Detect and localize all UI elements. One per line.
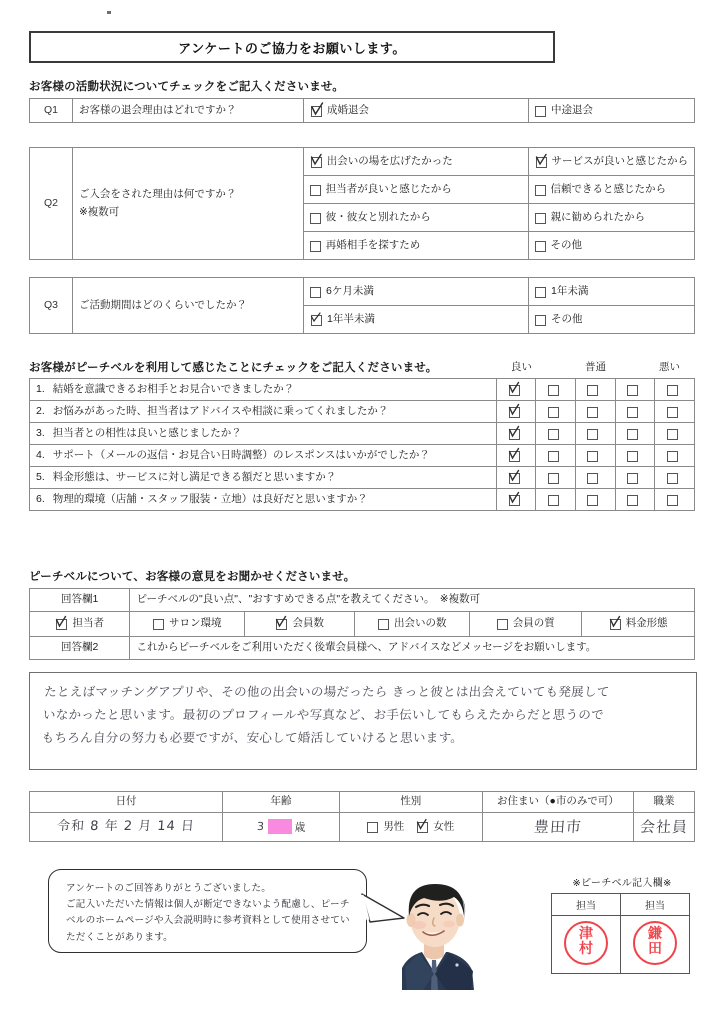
checkbox-icon[interactable] [367, 822, 378, 833]
q2-note: ※複数可 [78, 206, 120, 218]
rating-item-1-label: お悩みがあった時、担当者はアドバイスや相談に乗ってくれましたか？ [52, 404, 389, 417]
rating-item-5-col-4[interactable] [615, 489, 655, 511]
value-residence[interactable] [482, 813, 633, 842]
answer1-option-2-label: 会員数 [292, 617, 324, 630]
rating-item-1-col-1[interactable] [496, 401, 536, 423]
gender-option-male[interactable] [367, 821, 404, 833]
q2-option-0-0[interactable] [303, 148, 528, 176]
q3-option-1-1[interactable] [529, 306, 695, 334]
answer1-options-row [30, 612, 695, 637]
rating-item-4-col-5[interactable] [655, 467, 695, 489]
q3-table [29, 277, 695, 334]
checkbox-checked-icon[interactable] [535, 156, 548, 167]
rating-item-2-text [30, 423, 497, 445]
rating-item-3-col-1[interactable] [496, 445, 536, 467]
thanks-line-0: アンケートのご回答ありがとうございました。 [66, 883, 272, 894]
scale-label-good: 良い [511, 361, 532, 373]
scale-label-normal: 普通 [585, 361, 606, 373]
answer1-option-5[interactable] [582, 612, 695, 637]
thanks-line-3: ただくことがあります。 [66, 931, 173, 943]
answer1-option-3[interactable] [355, 612, 470, 637]
residence-handwritten: 豊田市 [533, 817, 583, 836]
rating-item-5-col-5[interactable] [655, 489, 695, 511]
q2-option-1-0[interactable] [303, 176, 528, 204]
checkbox-icon[interactable] [587, 451, 598, 462]
checkbox-icon[interactable] [548, 495, 559, 506]
checkbox-checked-icon[interactable] [508, 494, 521, 505]
answer1-option-0-label: 担当者 [72, 617, 104, 630]
q3-question: ご活動期間はどのくらいでしたか？ [73, 278, 304, 334]
rating-item-4-label: 料金形態は、サービスに対し満足できる額だと思いますか？ [52, 470, 337, 483]
table-row [30, 637, 695, 660]
scale-label-bad: 悪い [659, 361, 680, 373]
checkbox-checked-icon[interactable] [416, 821, 429, 832]
q1-option-0[interactable] [304, 99, 529, 123]
q3-option-0-0-label: 6ケ月未満 [326, 284, 374, 297]
checkbox-icon[interactable] [548, 451, 559, 462]
checkbox-checked-icon[interactable] [310, 314, 323, 325]
answer1-option-1[interactable] [130, 612, 245, 637]
answer1-option-0[interactable] [30, 612, 130, 637]
checkbox-icon[interactable] [587, 495, 598, 506]
seal-char-bottom-1: 田 [648, 941, 662, 957]
rating-item-0-col-1[interactable] [496, 379, 536, 401]
q3-id: Q3 [30, 278, 73, 334]
checkbox-icon[interactable] [667, 451, 678, 462]
q1-option-1-label: 中途退会 [551, 103, 593, 116]
checkbox-icon[interactable] [497, 619, 508, 630]
answer1-option-4-label: 会員の質 [512, 617, 555, 630]
rating-item-0-text [30, 379, 497, 401]
q2-question: ご入会をされた理由は何ですか？ [78, 187, 237, 200]
q2-option-3-0[interactable] [303, 232, 528, 260]
rating-item-1-number: 2. [36, 404, 45, 417]
section3-heading: ピーチベルについて、お客様の意見をお聞かせくださいませ。 [29, 571, 356, 583]
q3-option-0-1[interactable] [529, 278, 695, 306]
table-row [30, 379, 695, 401]
thanks-bubble [48, 869, 367, 953]
rating-item-2-number: 3. [36, 426, 45, 439]
value-occupation[interactable] [633, 813, 694, 842]
thanks-line-2: ベルのホームページや入会説明時に参考資料として使用させてい [66, 915, 350, 927]
handwriting-line-2: もちろん自分の努力も必要ですが、安心して婚活していけると思います。 [41, 730, 464, 745]
checkbox-checked-icon[interactable] [508, 384, 521, 395]
checkbox-icon[interactable] [535, 315, 546, 326]
q2-option-1-0-label: 担当者が良いと感じたから [325, 182, 452, 195]
rating-item-0-col-2[interactable] [536, 379, 576, 401]
staff-header-0: 担当 [552, 894, 621, 916]
answer1-option-1-label: サロン環境 [169, 617, 222, 630]
checkbox-checked-icon[interactable] [508, 450, 521, 461]
q2-id: Q2 [30, 148, 73, 260]
answer2-label: 回答欄2 [30, 637, 130, 660]
rating-item-4-col-4[interactable] [615, 467, 655, 489]
table-row [30, 423, 695, 445]
q2-option-2-1-label: 親に勧められたから [550, 210, 645, 223]
q2-option-2-0-label: 彼・彼女と別れたから [325, 210, 431, 223]
rating-item-4-col-2[interactable] [536, 467, 576, 489]
staff-stamp-table [551, 893, 690, 974]
q3-option-1-0-label: 1年半未満 [327, 312, 375, 325]
checkbox-icon[interactable] [667, 473, 678, 484]
rating-item-0-col-5[interactable] [655, 379, 695, 401]
q2-option-0-0-label: 出会いの場を広げたかった [326, 154, 453, 167]
q2-option-2-1[interactable] [528, 204, 695, 232]
q1-option-1[interactable] [529, 99, 695, 123]
rating-item-5-text [30, 489, 497, 511]
rating-item-3-col-2[interactable] [536, 445, 576, 467]
rating-item-2-label: 担当者との相性は良いと感じましたか？ [52, 426, 242, 439]
table-row [30, 467, 695, 489]
checkbox-icon[interactable] [627, 429, 638, 440]
answer-table [29, 588, 695, 660]
page-title [29, 31, 555, 63]
checkbox-checked-icon[interactable] [508, 472, 521, 483]
gender-option-female[interactable] [416, 821, 454, 833]
table-row [30, 813, 695, 842]
header-residence: お住まい（●市のみで可） [482, 792, 633, 813]
handwriting-line-0: たとえばマッチングアプリや、その他の出会いの場だったら きっと彼とは出会えていても発展して [43, 684, 610, 699]
seal-char-top-0: 津 [579, 926, 593, 942]
section1-heading: お客様の活動状況についてチェックをご記入くださいませ。 [29, 81, 344, 93]
q2-option-1-1-label: 信頼できると感じたから [550, 182, 666, 195]
q1-question: お客様の退会理由はどれですか？ [73, 99, 304, 123]
value-date[interactable] [30, 813, 223, 842]
answer2-handwritten-text [41, 680, 685, 749]
scan-speck [107, 11, 111, 14]
checkbox-icon[interactable] [548, 473, 559, 484]
rating-item-5-label: 物理的環境（店舗・スタッフ服装・立地）は良好だと思いますか？ [52, 492, 368, 505]
checkbox-icon[interactable] [627, 407, 638, 418]
checkbox-icon[interactable] [667, 407, 678, 418]
checkbox-icon[interactable] [548, 385, 559, 396]
checkbox-icon[interactable] [587, 429, 598, 440]
hanko-seal-1 [633, 921, 677, 965]
q3-option-0-1-label: 1年未満 [551, 284, 589, 297]
rating-item-1-col-4[interactable] [615, 401, 655, 423]
q2-option-3-0-label: 再婚相手を探すため [325, 238, 421, 251]
staff-seal-cell-0 [552, 916, 621, 974]
value-gender[interactable] [339, 813, 482, 842]
value-age[interactable] [223, 813, 340, 842]
age-suffix: 歳 [294, 820, 306, 833]
checkbox-icon[interactable] [310, 287, 321, 298]
rating-item-3-label: サポート（メールの返信・お見合い日時調整）のレスポンスはいかがでしたか？ [52, 448, 430, 461]
rating-item-2-col-1[interactable] [496, 423, 536, 445]
q1-option-0-label: 成婚退会 [327, 103, 369, 116]
staff-seal-cell-1 [621, 916, 690, 974]
checkbox-icon[interactable] [627, 385, 638, 396]
checkbox-icon[interactable] [587, 385, 598, 396]
gender-male-label: 男性 [383, 820, 405, 833]
rating-item-5-number: 6. [36, 492, 45, 505]
rating-item-1-text [30, 401, 497, 423]
staff-portrait [378, 868, 490, 990]
checkbox-icon[interactable] [667, 495, 678, 506]
age-redaction-box [268, 819, 292, 834]
rating-item-2-col-5[interactable] [655, 423, 695, 445]
seal-char-top-1: 鎌 [648, 926, 662, 942]
checkbox-icon[interactable] [627, 451, 638, 462]
rating-item-3-col-5[interactable] [655, 445, 695, 467]
rating-item-4-col-1[interactable] [496, 467, 536, 489]
answer1-prompt: ピーチベルの"良い点"、"おすすめできる点"を教えてください。 ※複数可 [130, 589, 695, 612]
checkbox-icon[interactable] [587, 473, 598, 484]
rating-item-3-text [30, 445, 497, 467]
table-row [552, 894, 690, 916]
checkbox-icon[interactable] [548, 407, 559, 418]
checkbox-checked-icon[interactable] [310, 156, 323, 167]
q2-option-2-0[interactable] [303, 204, 528, 232]
answer1-option-5-label: 料金形態 [625, 617, 668, 630]
q2-option-0-1[interactable] [528, 148, 695, 176]
rating-item-1-col-2[interactable] [536, 401, 576, 423]
checkbox-checked-icon[interactable] [609, 618, 622, 629]
q2-option-3-1-label: その他 [550, 238, 582, 251]
rating-item-4-text [30, 467, 497, 489]
checkbox-icon[interactable] [548, 429, 559, 440]
checkbox-icon[interactable] [535, 287, 546, 298]
rating-item-4-number: 5. [36, 470, 45, 483]
q2-option-0-1-label: サービスが良いと感じたから [551, 154, 688, 167]
answer2-prompt: これからピーチベルをご利用いただく後輩会員様へ、アドバイスなどメッセージをお願いします。 [130, 637, 695, 660]
checkbox-icon[interactable] [535, 213, 546, 224]
checkbox-icon[interactable] [627, 495, 638, 506]
table-row [30, 589, 695, 612]
rating-item-2-col-2[interactable] [536, 423, 576, 445]
header-occupation: 職業 [633, 792, 694, 813]
rating-item-3-col-3[interactable] [576, 445, 616, 467]
table-row [30, 792, 695, 813]
checkbox-icon[interactable] [378, 619, 389, 630]
age-prefix: 3 [256, 819, 266, 833]
occupation-handwritten: 会社員 [639, 817, 689, 836]
rating-item-0-number: 1. [36, 382, 45, 395]
checkbox-icon[interactable] [310, 185, 321, 196]
q3-option-1-0[interactable] [304, 306, 529, 334]
rating-item-1-col-5[interactable] [655, 401, 695, 423]
table-row [30, 445, 695, 467]
checkbox-checked-icon[interactable] [55, 618, 68, 629]
checkbox-icon[interactable] [587, 407, 598, 418]
header-gender: 性別 [339, 792, 482, 813]
rating-table [29, 378, 695, 511]
rating-item-3-number: 4. [36, 448, 45, 461]
rating-item-3-col-4[interactable] [615, 445, 655, 467]
checkbox-checked-icon[interactable] [310, 105, 323, 116]
q3-option-1-1-label: その他 [551, 312, 583, 325]
checkbox-icon[interactable] [627, 473, 638, 484]
answer1-option-3-label: 出会いの数 [393, 617, 447, 630]
staff-header-1: 担当 [621, 894, 690, 916]
checkbox-icon[interactable] [535, 185, 546, 196]
seal-char-bottom-0: 村 [579, 941, 593, 957]
table-row [30, 489, 695, 511]
header-date: 日付 [30, 792, 223, 813]
table-row [30, 401, 695, 423]
table-row [30, 99, 695, 123]
table-row [30, 148, 695, 176]
table-row [30, 278, 695, 306]
date-handwritten: 令和 8 年 2 月 14 日 [56, 818, 196, 834]
checkbox-icon[interactable] [535, 241, 546, 252]
rating-item-2-col-3[interactable] [576, 423, 616, 445]
checkbox-checked-icon[interactable] [508, 406, 521, 417]
table-row [552, 916, 690, 974]
respondent-table [29, 791, 695, 842]
rating-item-0-label: 結婚を意識できるお相手とお見合いできましたか？ [52, 382, 295, 395]
checkbox-checked-icon[interactable] [508, 428, 521, 439]
checkbox-icon[interactable] [535, 106, 546, 117]
q2-option-1-1[interactable] [528, 176, 695, 204]
rating-item-1-col-3[interactable] [576, 401, 616, 423]
rating-item-5-col-3[interactable] [576, 489, 616, 511]
rating-item-5-col-1[interactable] [496, 489, 536, 511]
q2-option-3-1[interactable] [528, 232, 695, 260]
checkbox-icon[interactable] [667, 429, 678, 440]
q2-table [29, 147, 695, 260]
checkbox-checked-icon[interactable] [275, 618, 288, 629]
rating-item-2-col-4[interactable] [615, 423, 655, 445]
gender-female-label: 女性 [433, 820, 455, 833]
header-age: 年齢 [223, 792, 340, 813]
rating-item-0-col-4[interactable] [615, 379, 655, 401]
answer1-label: 回答欄1 [30, 589, 130, 612]
answer2-handwriting-box[interactable] [29, 672, 697, 770]
hanko-seal-0 [564, 921, 608, 965]
page-title-text: アンケートのご協力をお願いします。 [178, 40, 406, 56]
rating-item-5-col-2[interactable] [536, 489, 576, 511]
checkbox-icon[interactable] [310, 213, 321, 224]
rating-item-0-col-3[interactable] [576, 379, 616, 401]
q1-table [29, 98, 695, 123]
answer1-option-2[interactable] [245, 612, 355, 637]
answer1-option-4[interactable] [470, 612, 582, 637]
checkbox-icon[interactable] [667, 385, 678, 396]
thanks-bubble-text [66, 881, 351, 946]
handwriting-line-1: いなかったと思います。最初のプロフィールや写真など、お手伝いしてもらえたからだと思うので [42, 707, 605, 722]
checkbox-icon[interactable] [153, 619, 164, 630]
q1-id: Q1 [30, 99, 73, 123]
q3-option-0-0[interactable] [304, 278, 529, 306]
staff-box-title: ※ピーチベル記入欄※ [572, 878, 672, 889]
thanks-line-1: ご記入いただいた情報は個人が断定できないよう配慮し、ピーチ [66, 899, 350, 911]
section2-heading: お客様がピーチベルを利用して感じたことにチェックをご記入くださいませ。 [29, 362, 438, 374]
checkbox-icon[interactable] [310, 241, 321, 252]
rating-item-4-col-3[interactable] [576, 467, 616, 489]
